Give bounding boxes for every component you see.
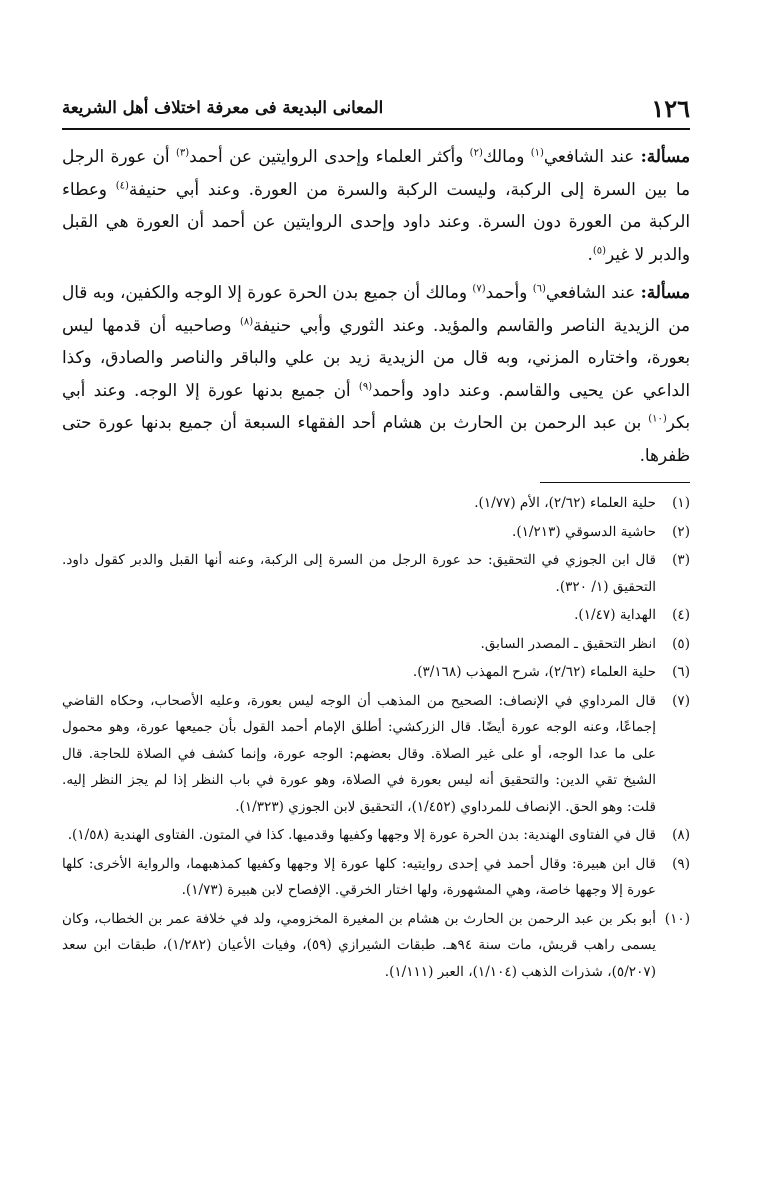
footnote-text: حلية العلماء (٢/٦٢)، شرح المهذب (٣/١٦٨).: [412, 664, 656, 680]
footnote-number: (١٠): [664, 910, 690, 927]
paragraph: [62, 276, 690, 471]
text-run: أن عورة الرجل ما بين السرة إلى الركبة، وليست الركبة والسرة من العورة. وعند أبي حنيفة: [62, 146, 690, 199]
footnote-text: انظر التحقيق ـ المصدر السابق.: [480, 635, 656, 652]
footnote-text: قال المرداوي في الإنصاف: الصحيح من المذهب أن الوجه ليس بعورة، وعليه الأصحاب، وحكاه القاضي إجماعًا، وعنه الوجه عورة أيضًا. قال الزركشي: أطلق الإمام أحمد القول بأن جميعها عورة، وهو محمول على ما عدا الوجه، أو على غير الصلاة. وقال بعضهم: الوجه عورة، وإنما كشف في الصلاة للحاجة. قال الشيخ تقي الدين: والتحقيق أنه ليس بعورة في الصلاة، وهو عورة في باب النظر إذا لم يجز النظر إليه. قلت: وهو الحق. الإنصاف للمرداوي (١/٤٥٢)، التحقيق لابن الجوزي (١/٣٢٣).: [62, 692, 656, 815]
text-run: عند الشافعي: [543, 146, 641, 166]
footnote-ref[interactable]: (٣): [175, 147, 190, 159]
page-header: [62, 88, 690, 130]
footnote: [62, 822, 690, 849]
text-run: بن عبد الرحمن بن الحارث بن هشام أحد الفقهاء السبعة أن جميع بدنها عورة حتى ظفرها.: [62, 412, 690, 465]
footnote-number: (٣): [672, 552, 690, 568]
text-run: وصاحبيه أن قدمها ليس بعورة، واختاره المزني، وبه قال من الزيدية زيد بن علي والباقر والناصر والصادق، وكذا الداعي عن يحيى والقاسم. وعند داود وأحمد: [62, 314, 691, 400]
text-run: وأحمد: [485, 282, 533, 302]
text-run: .: [587, 243, 593, 264]
footnote-number: (١): [672, 495, 690, 511]
footnote-text: الهداية (١/٤٧).: [574, 607, 656, 623]
text-run: عند الشافعي: [545, 282, 641, 302]
footnote: [62, 851, 690, 904]
text-run: ومالك: [482, 146, 531, 166]
footnote-ref[interactable]: (٧): [472, 283, 486, 295]
footnote-divider: [540, 482, 690, 483]
footnote-number: (٥): [672, 635, 690, 652]
footnote: [62, 547, 690, 600]
footnote-ref[interactable]: (٩): [358, 380, 373, 392]
footnote-text: قال ابن الجوزي في التحقيق: حد عورة الرجل من السرة إلى الركبة، وعنه أنها القبل والدبر كقول داود. التحقيق (١/ ٣٢٠).: [62, 552, 656, 595]
masala-label: مسألة:: [640, 146, 690, 166]
text-run: ومالك أن جميع بدن الحرة عورة إلا الوجه والكفين، وبه قال من الزيدية الناصر والقاسم والمؤيد. وعند الثوري وأبي حنيفة: [62, 282, 690, 335]
footnote-number: (٢): [672, 523, 690, 540]
text-run: وأكثر العلماء وإحدى الروايتين عن أحمد: [189, 146, 470, 166]
footnote-ref[interactable]: (١): [530, 147, 544, 159]
footnote-number: (٧): [672, 692, 690, 709]
footnote-text: قال ابن هبيرة: وقال أحمد في إحدى روايتيه: كلها عورة إلا وجهها وكفيها كمذهبهما، والرواية الأخرى: كلها عورة إلا وجهها خاصة، وهي المشهورة، ولها اختار الخرقي. الإفصاح لابن هبيرة (١/٧٣).: [62, 855, 656, 898]
footnote: [62, 490, 690, 517]
footnote: [62, 688, 690, 821]
footnote-text: أبو بكر بن عبد الرحمن بن الحارث بن هشام بن المغيرة المخزومي، ولد في خلافة عمر بن الخطاب، وكان يسمى راهب قريش، مات سنة ٩٤هـ. طبقات الشيرازي (٥٩)، وفيات الأعيان (١/٢٨٢)، طبقات ابن سعد (٥/٢٠٧)، شذرات الذهب (١/١٠٤)، العبر (١/١١١).: [62, 910, 656, 980]
footnote-number: (٦): [672, 664, 690, 680]
footnote-ref[interactable]: (٨): [239, 315, 254, 327]
footnote-ref[interactable]: (٥): [592, 244, 607, 256]
footnote-ref[interactable]: (٤): [115, 179, 129, 191]
footnote: [62, 906, 690, 986]
paragraph: [62, 140, 690, 270]
footnote-number: (٨): [672, 827, 690, 843]
footnote: [62, 602, 690, 629]
text-run: وعطاء الركبة من العورة دون السرة. وعند داود وإحدى الروايتين عن أحمد أن العورة هي القبل والدبر لا غير: [62, 178, 690, 264]
footnote-number: (٩): [672, 855, 690, 872]
main-text: [62, 140, 690, 477]
footnote-text: قال في الفتاوى الهندية: بدن الحرة عورة إلا وجهها وكفيها وقدميها. كذا في المتون. الفتاوى الهندية (١/٥٨).: [67, 827, 656, 843]
footnote-ref[interactable]: (١٠): [648, 413, 667, 425]
footnote: [62, 519, 690, 546]
footnote: [62, 631, 690, 658]
footnotes: [62, 490, 690, 987]
running-title: المعانى البديعة فى معرفة اختلاف أهل الشريعة: [62, 98, 384, 117]
footnote-ref[interactable]: (٦): [532, 283, 546, 295]
masala-label: مسألة:: [640, 282, 690, 302]
footnote-text: حلية العلماء (٢/٦٢)، الأم (١/٧٧).: [474, 495, 656, 511]
footnote-ref[interactable]: (٢): [469, 147, 483, 159]
footnote: [62, 659, 690, 686]
page-number: ١٢٦: [651, 94, 690, 123]
text-run: أن جميع بدنها عورة إلا الوجه. وعند أبي بكر: [62, 379, 690, 432]
footnote-number: (٤): [672, 607, 690, 623]
footnote-text: حاشية الدسوقي (١/٢١٣).: [512, 523, 656, 540]
